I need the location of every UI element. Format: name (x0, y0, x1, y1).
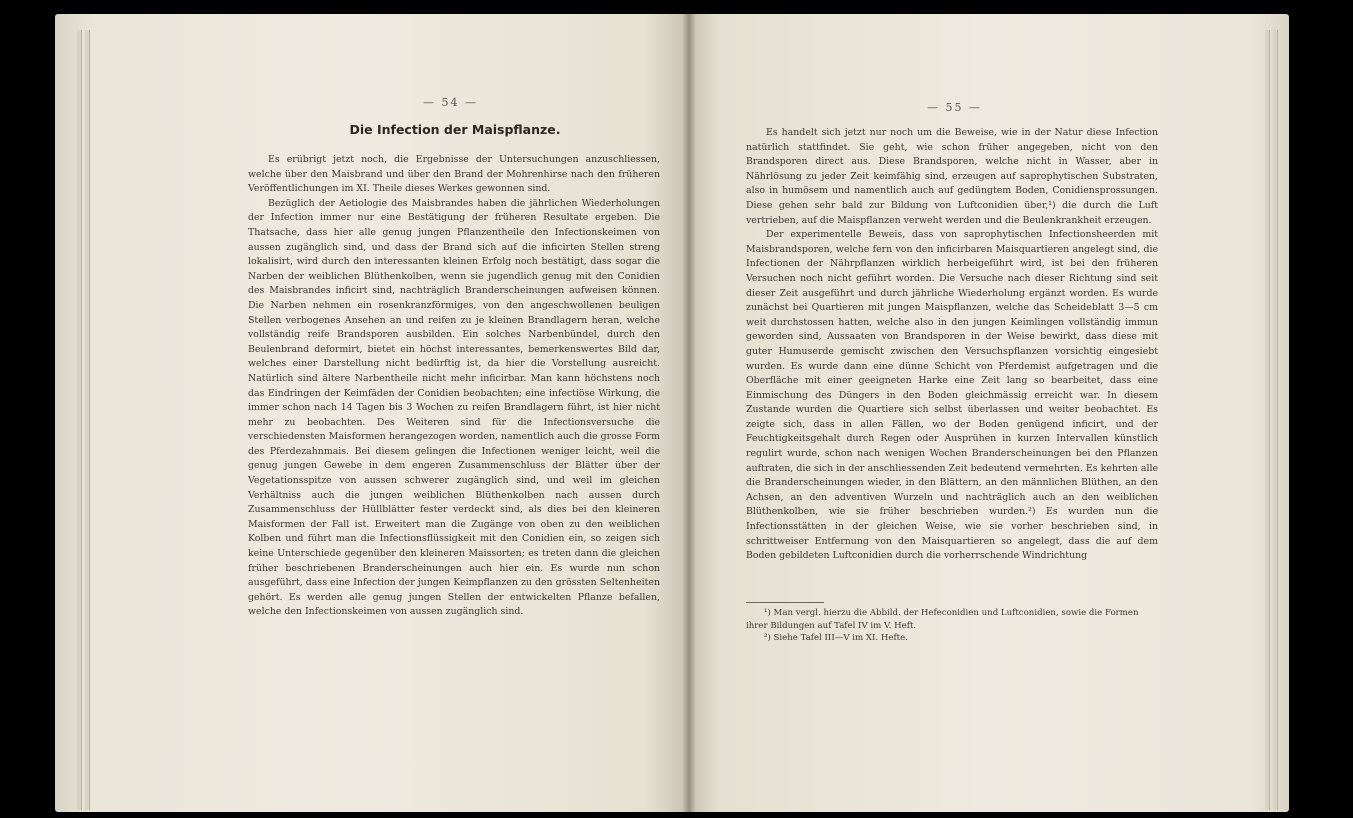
paragraph: Es handelt sich jetzt nur noch um die Beweise, wie in der Natur diese Infection natürlich stattfindet. Sie geht, wie schon früher angegeben, nicht von den Brandsporen direct aus. Diese Brandsporen, welche nicht in Wasser, aber in Nährlösung zu jeder Zeit keimfähig sind, erzeugen auf saprophytischen Substraten, also in humösem und namentlich auch auf gedüngtem Boden, Conidiensprossungen. Diese gehen sehr bald zur Bildung von Luftconidien über,¹) die durch die Luft vertrieben, auf die Maispflanzen verweht werden und die Beulenkrankheit erzeugen. (746, 127, 1158, 226)
page-edge (77, 30, 82, 810)
page-title: Die Infection der Maispflanze. (349, 122, 561, 137)
left-page (55, 14, 689, 812)
page-number: — 54 — (423, 96, 478, 109)
page-number: — 55 — (927, 101, 982, 114)
footnote-rule (746, 602, 824, 603)
paragraph: Es erübrigt jetzt noch, die Ergebnisse der Untersuchungen anzuschliessen, welche über den Maisbrand und über den Brand der Mohrenhirse nach den früheren Veröffentlichungen im XI. Theile dieses Werkes gewonnen sind. (248, 154, 660, 195)
right-body-text (746, 126, 1158, 564)
paragraph: Der experimentelle Beweis, dass von saprophytischen Infectionsheerden mit Maisbrandsporen, welche fern von den inficirbaren Maisquartieren angelegt sind, die Infectionen der Nährpflanzen wirklich herbeigeführt wird, ist bei den früheren Versuchen noch nicht geführt worden. Die Versuche nach dieser Richtung sind seit dieser Zeit ausgeführt und durch jährliche Wiederholung ergänzt worden. Es wurde zunächst bei Quartieren mit jungen Maispflanzen, welche das Scheideblatt 3—5 cm weit durchstossen hatten, welche also in den jungen Keimlingen vollständig immun geworden sind, Aussaaten von Brandsporen in der Weise bewirkt, dass diese mit guter Humuserde gemischt zwischen den Versuchspflanzen vorsichtig eingesiebt wurden. Es wurde dann eine dünne Schicht von Pferdemist aufgetragen und die Oberfläche mit einer geeigneten Harke eine Zeit lang so bearbeitet, dass eine Einmischung des Düngers in den Boden gleichmässig erreicht war. In diesem Zustande wurden die Quartiere sich selbst überlassen und weiter beobachtet. Es zeigte sich, dass in allen Fällen, wo der Boden genügend inficirt, und der Feuchtigkeitsgehalt durch Regen oder Ausprühen in kurzen Intervallen künstlich regulirt wurde, schon nach wenigen Wochen Branderscheinungen bei den Pflanzen auftraten, die sich in der anschliessenden Zeit bedeutend vermehrten. Es kehrten alle die Branderscheinungen wieder, in den Blättern, an den männlichen Blüthen, an den Achsen, an den adventiven Wurzeln und nachträglich auch an den weiblichen Blüthenkolben, wie sie früher beschrieben wurden.²) Es wurden nun die Infectionsstätten in der gleichen Weise, wie sie vorher beschrieben sind, in schrittweiser Entfernung von den Maisquartieren so angelegt, dass die auf dem Boden gebildeten Luftconidien durch die vorherrschende Windrichtung (746, 229, 1158, 562)
page-edge (1265, 30, 1270, 810)
page-edge (85, 30, 90, 810)
left-body-text (248, 153, 660, 620)
footnote: ²) Siehe Tafel III—V im XI. Hefte. (764, 633, 908, 643)
page-edge (1273, 30, 1278, 810)
open-book (55, 14, 1305, 814)
footnote: ¹) Man vergl. hierzu die Abbild. der Hefeconidien und Luftconidien, sowie die Formen ihrer Bildungen auf Tafel IV im V. Heft. (746, 608, 1139, 631)
right-page (689, 14, 1289, 812)
footnotes (746, 607, 1158, 645)
book-gutter (682, 14, 696, 812)
paragraph: Bezüglich der Aetiologie des Maisbrandes haben die jährlichen Wiederholungen der Infection immer nur eine Bestätigung der früheren Resultate ergeben. Die Thatsache, dass hier alle genug jungen Pflanzentheile den Infectionskeimen von aussen zugänglich sind, und dass der Brand sich auf die inficirten Stellen streng lokalisirt, wird durch den interessanten kleinen Erfolg noch bestätigt, dass sogar die Narben der weiblichen Blüthenkolben, wenn sie jugendlich genug mit den Conidien des Maisbrandes inficirt sind, nachträglich Branderscheinungen aufweisen können. Die Narben nehmen ein rosenkranzförmiges, von den angeschwollenen beuligen Stellen verbogenes Ansehen an und reifen zu je kleinen Brandlagern heran, welche vollständig reife Brandsporen ausbilden. Ein solches Narbenbündel, durch den Beulenbrand deformirt, bietet ein höchst interessantes, bemerkenswertes Bild dar, welches einer Darstellung nicht bedürftig ist, da hier die Vorstellung ausreicht. Natürlich sind ältere Narbentheile nicht mehr inficirbar. Man kann höchstens noch das Eindringen der Keimfäden der Conidien beobachten; eine infectiöse Wirkung, die immer schon nach 14 Tagen bis 3 Wochen zu reifen Brandlagern führt, ist hier nicht mehr zu beobachten. Des Weiteren sind für die Infectionsversuche die verschiedensten Maisformen herangezogen worden, namentlich auch die grosse Form des Pferdezahnmais. Bei diesem gelingen die Infectionen weniger leicht, weil die genug jungen Gewebe in dem engeren Zusammenschluss der Blätter über der Vegetationsspitze von aussen schwerer zugänglich sind, und weil im gleichen Verhältniss auch die jungen weiblichen Blüthenkolben nach aussen durch Zusammenschluss der Hüllblätter fester verdeckt sind, als dies bei den kleineren Maisformen der Fall ist. Erweitert man die Zugänge von oben zu den weiblichen Kolben und führt man die Infectionsflüssigkeit mit den Conidien ein, so zeigen sich keine Unterschiede gegenüber den kleineren Maissorten; es treten dann die gleichen früher beschriebenen Branderscheinungen auch hier ein. Es wurde nun schon ausgeführt, dass eine Infection der jungen Keimpflanzen zu den grössten Seltenheiten gehört. Es werden alle genug jungen Stellen der entwickelten Pflanze befallen, welche den Infectionskeimen von aussen zugänglich sind. (248, 197, 660, 618)
